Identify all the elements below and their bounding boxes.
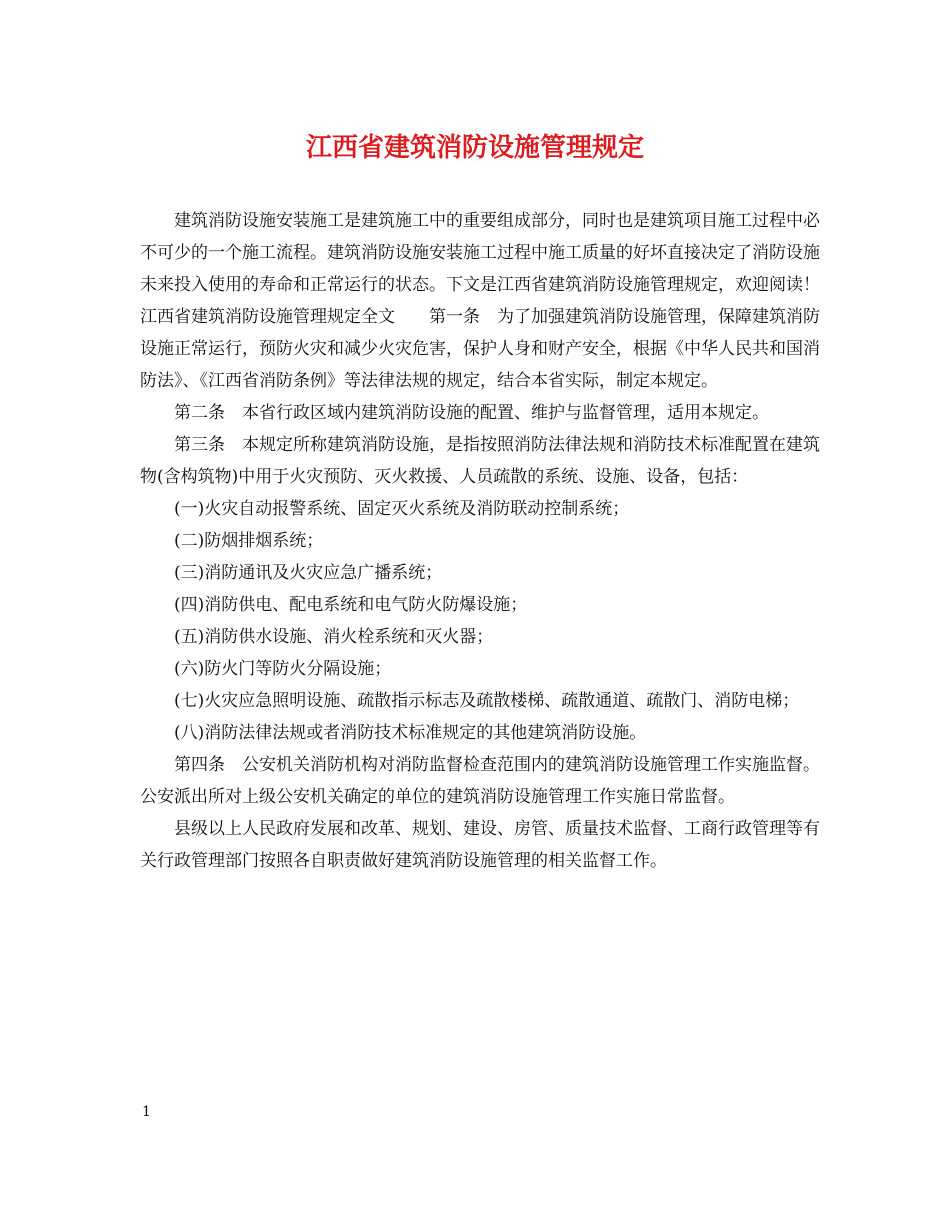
paragraph-article-4-cont: 县级以上人民政府发展和改革、规划、建设、房管、质量技术监督、工商行政管理等有关行政管理部门按照各自职责做好建筑消防设施管理的相关监督工作。 bbox=[140, 819, 820, 871]
list-item-7: (七)火灾应急照明设施、疏散指示标志及疏散楼梯、疏散通道、疏散门、消防电梯； bbox=[174, 691, 800, 711]
list-item-4: (四)消防供电、配电系统和电气防火防爆设施； bbox=[174, 595, 528, 615]
list-item-2: (二)防烟排烟系统； bbox=[174, 531, 324, 551]
document-body bbox=[140, 205, 820, 877]
list-item-6: (六)防火门等防火分隔设施； bbox=[174, 659, 392, 679]
list-item-5: (五)消防供水设施、消火栓系统和灭火器； bbox=[174, 627, 494, 647]
list-item-3: (三)消防通讯及火灾应急广播系统； bbox=[174, 563, 443, 583]
paragraph-article-1: 江西省建筑消防设施管理规定全文 第一条 为了加强建筑消防设施管理，保障建筑消防设施正常运行，预防火灾和减少火灾危害，保护人身和财产安全，根据《中华人民共和国消防法》、《江西省消防条例》等法律法规的规定，结合本省实际，制定本规定。 bbox=[140, 307, 820, 391]
paragraph-article-3: 第三条 本规定所称建筑消防设施，是指按照消防法律法规和消防技术标准配置在建筑物(含构筑物)中用于火灾预防、灭火救援、人员疏散的系统、设施、设备，包括： bbox=[140, 435, 820, 487]
document-title: 江西省建筑消防设施管理规定 bbox=[305, 133, 644, 163]
list-item-8: (八)消防法律法规或者消防技术标准规定的其他建筑消防设施。 bbox=[174, 723, 647, 743]
paragraph-article-4: 第四条 公安机关消防机构对消防监督检查范围内的建筑消防设施管理工作实施监督。公安派出所对上级公安机关确定的单位的建筑消防设施管理工作实施日常监督。 bbox=[140, 755, 820, 807]
paragraph-article-2: 第二条 本省行政区域内建筑消防设施的配置、维护与监督管理，适用本规定。 bbox=[174, 403, 769, 423]
page-number: 1 bbox=[142, 1104, 151, 1120]
paragraph-intro: 建筑消防设施安装施工是建筑施工中的重要组成部分，同时也是建筑项目施工过程中必不可少的一个施工流程。建筑消防设施安装施工过程中施工质量的好坏直接决定了消防设施未来投入使用的寿命和正常运行的状态。下文是江西省建筑消防设施管理规定，欢迎阅读！ bbox=[140, 211, 820, 295]
list-item-1: (一)火灾自动报警系统、固定灭火系统及消防联动控制系统； bbox=[174, 499, 630, 519]
